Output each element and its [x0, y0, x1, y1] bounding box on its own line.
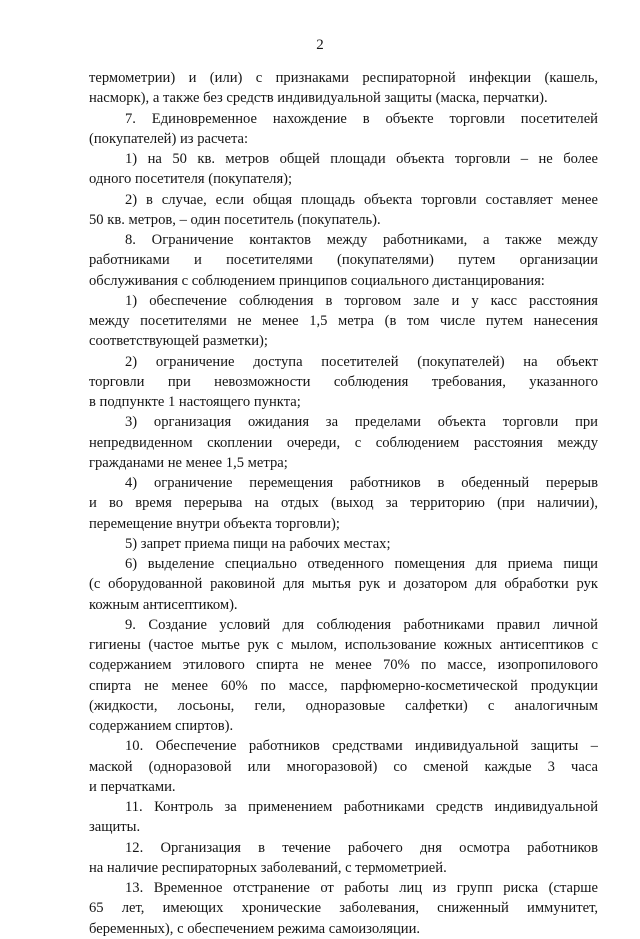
text-line: в подпункте 1 настоящего пункта;: [89, 394, 301, 410]
text-line: 3) организация ожидания за пределами объекта торговли при: [125, 414, 598, 431]
text-line: одного посетителя (покупателя);: [89, 171, 293, 188]
page-number: 2: [316, 37, 324, 53]
text-line: 8. Ограничение контактов между работниками, а также между: [125, 232, 598, 248]
text-line: спирта не менее 60% по массе, парфюмерно-косметической продукции: [89, 677, 598, 694]
text-line: и перчатками.: [89, 778, 176, 795]
text-line: обслуживания с соблюдением принципов социального дистанцирования:: [89, 272, 545, 289]
text-line: соответствующей разметки);: [89, 333, 268, 350]
text-line: содержанием спиртов).: [89, 718, 234, 734]
text-line: гражданами не менее 1,5 метра;: [89, 454, 288, 471]
document-body: [89, 68, 598, 939]
text-line: 11. Контроль за применением работниками средств индивидуальной: [125, 799, 598, 815]
text-line: и во время перерыва на отдых (выход за территорию (при наличии),: [89, 495, 598, 512]
text-line: на наличие респираторных заболеваний, с термометрией.: [89, 859, 447, 876]
text-line: маской (одноразовой или многоразовой) со сменой каждые 3 часа: [89, 758, 598, 775]
text-line: непредвиденном скоплении очереди, с соблюдением расстояния между: [89, 434, 598, 451]
text-line: 6) выделение специально отведенного помещения для приема пищи: [125, 556, 598, 572]
text-line: (жидкости, лосьоны, гели, одноразовые салфетки) с аналогичным: [89, 697, 598, 714]
text-line: 2) ограничение доступа посетителей (покупателей) на объект: [125, 353, 598, 370]
text-line: торговли при невозможности соблюдения требования, указанного: [89, 373, 598, 390]
text-line: между посетителями не менее 1,5 метра (в том числе путем нанесения: [89, 313, 598, 329]
text-line: 10. Обеспечение работников средствами индивидуальной защиты –: [125, 738, 598, 755]
text-line: 50 кв. метров, – один посетитель (покупатель).: [89, 211, 381, 228]
text-line: 65 лет, имеющих хронические заболевания, сниженный иммунитет,: [89, 900, 598, 917]
text-line: 13. Временное отстранение от работы лиц из групп риска (старше: [125, 880, 598, 896]
text-line: 1) обеспечение соблюдения в торговом зале и у касс расстояния: [125, 292, 598, 309]
text-line: 9. Создание условий для соблюдения работниками правил личной: [125, 616, 598, 633]
text-line: работниками и посетителями (покупателями) путем организации: [89, 252, 598, 269]
text-line: 12. Организация в течение рабочего дня осмотра работников: [125, 839, 598, 856]
text-line: защиты.: [89, 819, 141, 836]
text-line: 5) запрет приема пищи на рабочих местах;: [125, 535, 391, 552]
text-line: кожным антисептиком).: [89, 596, 238, 613]
text-line: (с оборудованной раковиной для мытья рук и дозатором для обработки рук: [89, 576, 598, 593]
text-line: 4) ограничение перемещения работников в обеденный перерыв: [125, 475, 598, 491]
text-line: гигиены (частое мытье рук с мылом, использование кожных антисептиков с: [89, 637, 598, 653]
text-line: насморк), а также без средств индивидуальной защиты (маска, перчатки).: [89, 90, 548, 107]
text-line: 1) на 50 кв. метров общей площади объекта торговли – не более: [125, 151, 598, 167]
text-line: (покупателей) из расчета:: [89, 130, 249, 147]
text-line: 7. Единовременное нахождение в объекте торговли посетителей: [125, 110, 598, 127]
text-line: содержанием этилового спирта не менее 70% по массе, изопропилового: [89, 657, 598, 674]
text-line: беременных), с обеспечением режима самоизоляции.: [89, 920, 421, 937]
text-line: 2) в случае, если общая площадь объекта торговли составляет менее: [125, 191, 598, 208]
text-line: термометрии) и (или) с признаками респираторной инфекции (кашель,: [89, 70, 598, 86]
text-line: перемещение внутри объекта торговли);: [89, 515, 340, 532]
